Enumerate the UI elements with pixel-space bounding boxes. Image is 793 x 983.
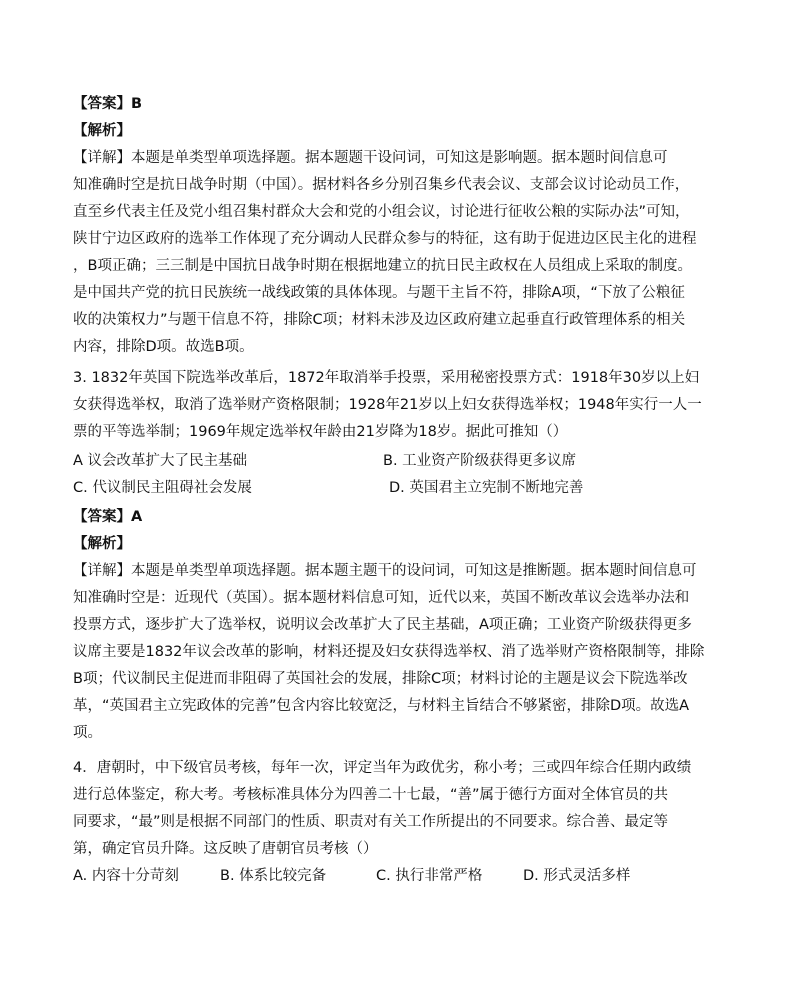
q3-detail-line: 项。 — [73, 725, 102, 741]
q2-analysis-heading: 【解析】 — [73, 123, 131, 139]
q3-stem-line: 票的平等选举制；1969年规定选举权年龄由21岁降为18岁。据此可推知（） — [73, 424, 568, 440]
q2-detail-line: 【详解】本题是单类型单项选择题。据本题题干设问词，可知这是影响题。据本题时间信息可 — [73, 150, 668, 166]
q3-analysis-heading: 【解析】 — [73, 536, 131, 552]
q2-detail-line: 陕甘宁边区政府的选举工作体现了充分调动人民群众参与的特征，这有助于促进边区民主化的进程 — [73, 231, 697, 247]
q2-detail-line: ，B项正确；三三制是中国抗日战争时期在根据地建立的抗日民主政权在人员组成上采取的制度。 — [73, 258, 692, 274]
q4-option-d: D. 形式灵活多样 — [523, 868, 631, 884]
q3-option-d: D. 英国君主立宪制不断地完善 — [389, 480, 584, 496]
q2-detail-line: 收的决策权力”与题干信息不符，排除C项；材料未涉及边区政府建立起垂直行政管理体系的相关 — [73, 312, 686, 328]
q2-answer: 【答案】B — [73, 96, 143, 112]
q4-option-b: B. 体系比较完备 — [220, 868, 327, 884]
q3-detail-line: 【详解】本题是单类型单项选择题。据本题主题干的设问词，可知这是推断题。据本题时间信息可 — [73, 563, 697, 579]
q3-option-a: A 议会改革扩大了民主基础 — [73, 453, 248, 469]
q4-option-a: A. 内容十分苛刻 — [73, 868, 179, 884]
q4-option-c: C. 执行非常严格 — [376, 868, 483, 884]
q4-stem-line: 4．唐朝时，中下级官员考核，每年一次，评定当年为政优劣，称小考；三或四年综合任期内政绩 — [73, 760, 692, 776]
q3-option-c: C. 代议制民主阻碍社会发展 — [73, 480, 252, 496]
q3-detail-line: 革，“英国君主立宪政体的完善”包含内容比较宽泛，与材料主旨结合不够紧密，排除D项。故选A — [73, 698, 690, 714]
q3-detail-line: 知准确时空是：近现代（英国）。据本题材料信息可知，近代以来，英国不断改革议会选举办法和 — [73, 590, 690, 606]
q4-stem-line: 同要求，“最”则是根据不同部门的性质、职责对有关工作所提出的不同要求。综合善、最定等 — [73, 814, 669, 830]
q2-detail-line: 直至乡代表主任及党小组召集村群众大会和党的小组会议，讨论进行征收公粮的实际办法”可知， — [73, 204, 690, 220]
q3-detail-line: 议席主要是1832年议会改革的影响，材料还提及妇女获得选举权、消了选举财产资格限制等，排除 — [73, 644, 705, 660]
q3-stem-line: 女获得选举权，取消了选举财产资格限制；1928年21岁以上妇女获得选举权；1948年实行一人一 — [73, 397, 702, 413]
q2-detail-line: 是中国共产党的抗日民族统一战线政策的具体体现。与题干主旨不符，排除A项，“下放了公粮征 — [73, 285, 685, 301]
q3-stem-line: 3. 1832年英国下院选举改革后，1872年取消举手投票，采用秘密投票方式：1918年30岁以上妇 — [73, 370, 700, 386]
q3-answer: 【答案】A — [73, 509, 143, 525]
q3-detail-line: 投票方式，逐步扩大了选举权，说明议会改革扩大了民主基础，A项正确；工业资产阶级获得更多 — [73, 617, 692, 633]
q3-option-b: B. 工业资产阶级获得更多议席 — [383, 453, 577, 469]
q3-detail-line: B项；代议制民主促进而非阻碍了英国社会的发展，排除C项；材料讨论的主题是议会下院选举改 — [73, 671, 688, 687]
q4-stem-line: 进行总体鉴定，称大考。考核标准具体分为四善二十七最，“善”属于德行方面对全体官员的共 — [73, 787, 669, 803]
q2-detail-line: 知准确时空是抗日战争时期（中国）。据材料各乡分别召集乡代表会议、支部会议讨论动员工作， — [73, 177, 690, 193]
q2-detail-line: 内容，排除D项。故选B项。 — [73, 339, 254, 355]
q4-stem-line: 第，确定官员升降。这反映了唐朝官员考核（） — [73, 841, 378, 857]
